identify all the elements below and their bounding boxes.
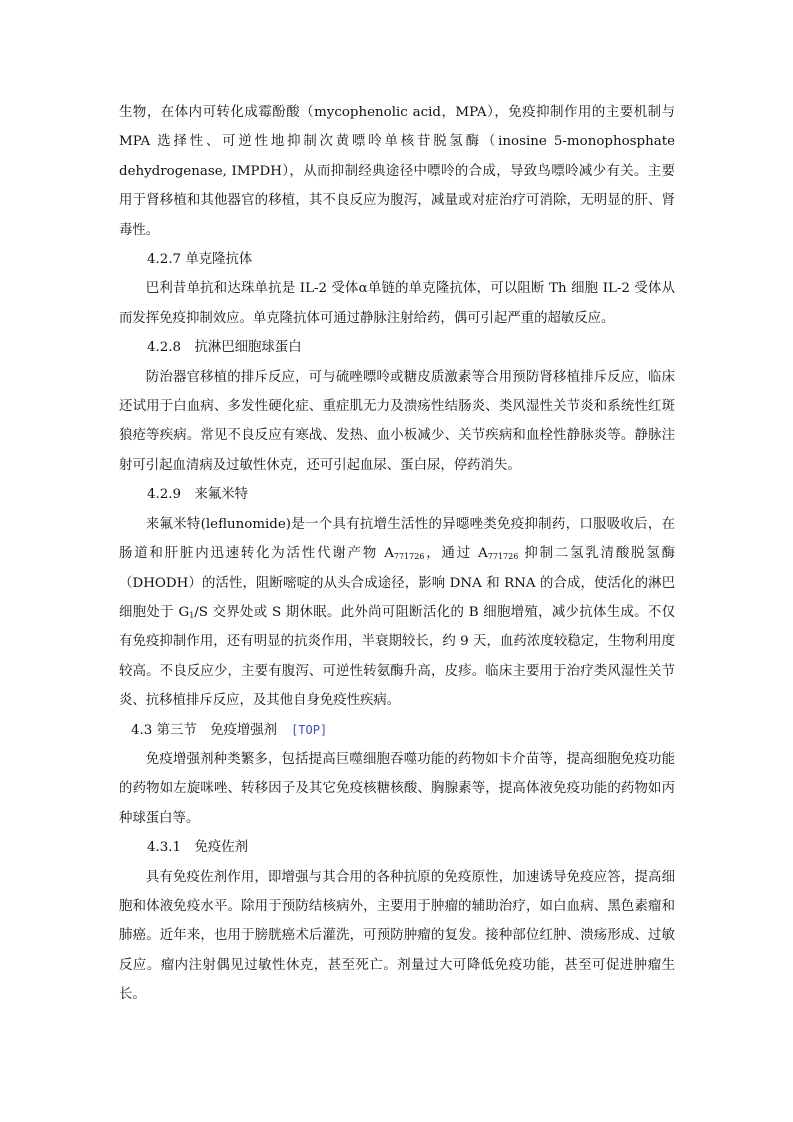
section-heading: 4.2.9 来氟米特 (147, 487, 249, 503)
body-paragraph: 来氟米特(leflunomide)是一个具有抗增生活性的异噁唑类免疫抑制药，口服吸收后，在肠道和肝脏内迅速转化为活性代谢产物 $A_{771726}$，通过 $A_{771726}$ 抑制二氢乳清酸脱氢酶（DHODH）的活性，阻断嘧啶的从头合成途径，影响 DNA 和 RNA 的合成，使活化的淋巴细胞处于 $G_1/S$ 交界处或 S 期休眠。此外尚可阻断活化的 B 细胞增殖，减少抗体生成。不仅有免疫抑制作用，还有明显的抗炎作用，半衰期较长，约 9 天，血药浓度较稳定，生物利用度较高。不良反应少，主要有腹泻、可逆性转氨酶升高，皮疹。临床主要用于治疗类风湿性关节炎、抗移植排斥反应，及其他自身免疫性疾病。 (119, 516, 676, 709)
chapter-section-heading (119, 716, 675, 745)
top-link[interactable]: [TOP] (291, 722, 328, 737)
section-heading: 4.3.1 免疫佐剂 (147, 840, 249, 856)
body-paragraph: 巴利昔单抗和达珠单抗是 IL-2 受体α单链的单克隆抗体，可以阻断 Th 细胞 IL-2 受体从而发挥免疫抑制效应。单克隆抗体可通过静脉注射给药，偶可引起严重的超敏反应。 (119, 281, 675, 326)
body-paragraph: 防治器官移植的排斥反应，可与硫唑嘌呤或糖皮质激素等合用预防肾移植排斥反应，临床还试用于白血病、多发性硬化症、重症肌无力及溃疡性结肠炎、类风湿性关节炎和系统性红斑狼疮等疾病。常见不良反应有寒战、发热、血小板减少、关节疾病和血栓性静脉炎等。静脉注射可引起血清病及过敏性休克，还可引起血尿、蛋白尿，停药消失。 (119, 369, 675, 473)
body-paragraph: 具有免疫佐剂作用，即增强与其合用的各种抗原的免疫原性，加速诱导免疫应答，提高细胞和体液免疫水平。除用于预防结核病外，主要用于肿瘤的辅助治疗，如白血病、黑色素瘤和肺癌。近年来，也用于膀胱癌术后灌洗，可预防肿瘤的复发。接种部位红肿、溃疡形成、过敏反应。瘤内注射偶见过敏性休克，甚至死亡。剂量过大可降低免疫功能，甚至可促进肿瘤生长。 (119, 869, 675, 1003)
document-body (119, 98, 675, 1010)
body-paragraph: 生物，在体内可转化成霉酚酸（mycophenolic acid，MPA），免疫抑制作用的主要机制与 MPA 选择性、可逆性地抑制次黄嘌呤单核苷脱氢酶（inosine 5-monophosphate dehydrogenase, IMPDH），从而抑制经典途径中嘌呤的合成，导致鸟嘌呤减少有关。主要用于肾移植和其他器官的移植，其不良反应为腹泻，减量或对症治疗可消除，无明显的肝、肾毒性。 (119, 105, 675, 238)
section-heading: 4.2.8 抗淋巴细胞球蛋白 (147, 340, 302, 356)
section-title: 4.3 第三节 免疫增强剂 (131, 722, 278, 738)
body-paragraph: 免疫增强剂种类繁多，包括提高巨噬细胞吞噬功能的药物如卡介苗等，提高细胞免疫功能的药物如左旋咪唑、转移因子及其它免疫核糖核酸、胸腺素等，提高体液免疫功能的药物如丙种球蛋白等。 (119, 751, 675, 826)
section-heading: 4.2.7 单克隆抗体 (147, 252, 253, 268)
